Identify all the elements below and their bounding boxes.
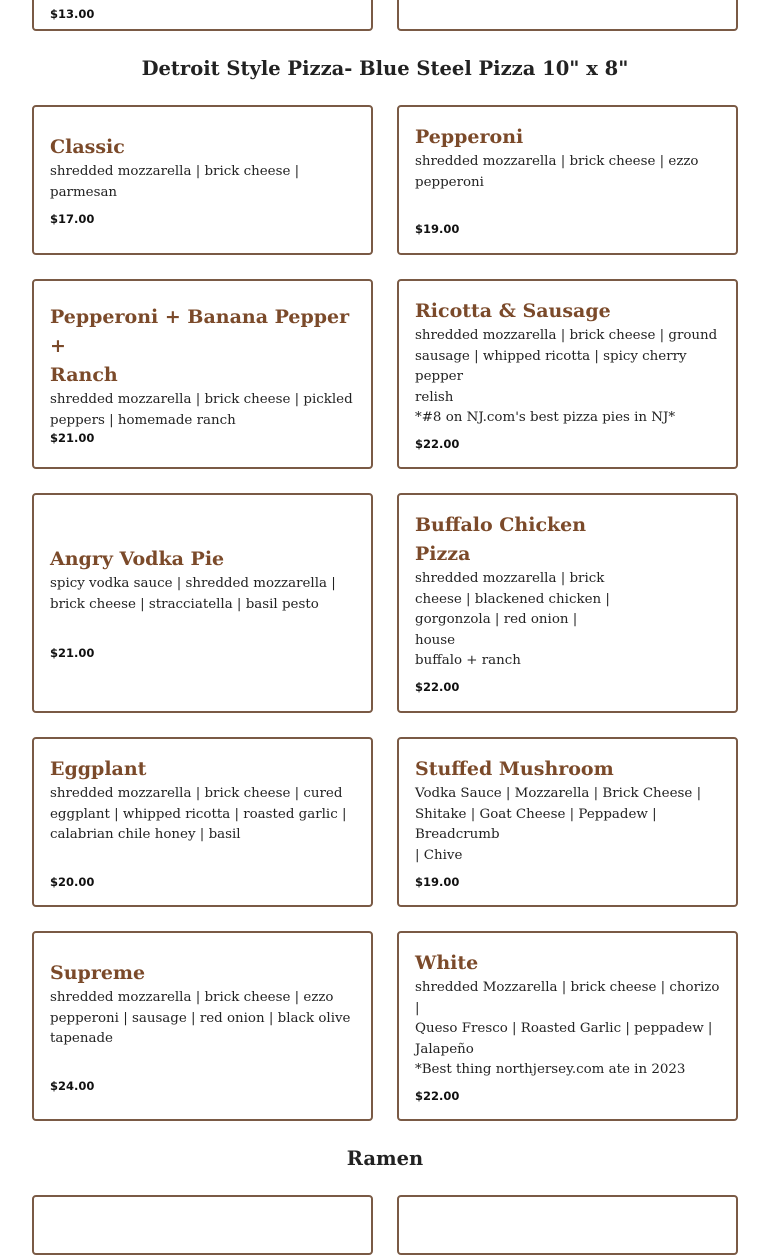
- menu-item-card-eggplant[interactable]: [32, 737, 373, 907]
- menu-item-card-buffalo-chicken[interactable]: [397, 493, 738, 713]
- item-description: shredded mozzarella | brick cheese | parmesan: [50, 164, 300, 200]
- item-name: Supreme: [50, 962, 146, 984]
- menu-item-card-partial-bottom-left[interactable]: [32, 1195, 373, 1255]
- item-name: Stuffed Mushroom: [415, 758, 614, 780]
- menu-item-card-ricotta-sausage[interactable]: [397, 279, 738, 469]
- item-name: White: [415, 952, 479, 974]
- item-price: $24.00: [50, 1079, 95, 1093]
- item-name: Pepperoni: [415, 126, 524, 148]
- item-price: $17.00: [50, 212, 95, 226]
- item-name: Ricotta & Sausage: [415, 300, 611, 322]
- item-description: shredded mozzarella | brick cheese | blackened chicken | gorgonzola | red onion | house buffalo + ranch: [415, 571, 610, 668]
- item-description: shredded mozzarella | brick cheese | cured eggplant | whipped ricotta | roasted garlic | calabrian chile honey | basil: [50, 786, 347, 842]
- menu-item-card-angry-vodka[interactable]: [32, 493, 373, 713]
- item-price: $22.00: [415, 1089, 460, 1103]
- menu-item-card-pepperoni-banana-ranch[interactable]: [32, 279, 373, 469]
- item-name: Buffalo Chicken Pizza: [415, 514, 587, 565]
- item-name: Eggplant: [50, 758, 147, 780]
- item-description: shredded mozzarella | brick cheese | ezzo pepperoni | sausage | red onion | black olive tapenade: [50, 990, 351, 1046]
- menu-item-card-classic[interactable]: [32, 105, 373, 255]
- item-price: $13.00: [50, 7, 95, 21]
- menu-item-card-pepperoni[interactable]: [397, 105, 738, 255]
- section-title-ramen: Ramen: [346, 1147, 424, 1170]
- item-description: Vodka Sauce | Mozzarella | Brick Cheese | Shitake | Goat Cheese | Peppadew | Breadcrumb | Chive: [415, 786, 702, 863]
- menu-item-card-partial-bottom-right[interactable]: [397, 1195, 738, 1255]
- item-description: spicy vodka sauce | shredded mozzarella | brick cheese | stracciatella | basil pesto: [50, 576, 336, 612]
- item-price: $21.00: [50, 431, 95, 445]
- item-description: shredded mozzarella | brick cheese | ground sausage | whipped ricotta | spicy cherry pepper relish *#8 on NJ.com's best pizza pies in NJ*: [415, 328, 718, 425]
- menu-item-card-supreme[interactable]: [32, 931, 373, 1121]
- item-name: Classic: [50, 136, 125, 158]
- item-description: shredded mozzarella | brick cheese | pickled peppers | homemade ranch: [50, 392, 353, 428]
- menu-item-card-partial-left[interactable]: [32, 0, 373, 31]
- item-price: $19.00: [415, 222, 460, 236]
- menu-item-card-partial-right[interactable]: [397, 0, 738, 31]
- item-price: $21.00: [50, 646, 95, 660]
- item-price: $19.00: [415, 875, 460, 889]
- menu-item-card-stuffed-mushroom[interactable]: [397, 737, 738, 907]
- item-name: Angry Vodka Pie: [50, 548, 225, 570]
- item-name: Pepperoni + Banana Pepper + Ranch: [50, 306, 350, 386]
- section-title-detroit: Detroit Style Pizza- Blue Steel Pizza 10" x 8": [141, 57, 629, 80]
- item-price: $20.00: [50, 875, 95, 889]
- item-price: $22.00: [415, 680, 460, 694]
- menu-item-card-white[interactable]: [397, 931, 738, 1121]
- item-price: $22.00: [415, 437, 460, 451]
- item-description: shredded Mozzarella | brick cheese | chorizo | Queso Fresco | Roasted Garlic | peppadew | Jalapeño *Best thing northjersey.com ate in 2023: [415, 980, 720, 1077]
- item-description: shredded mozzarella | brick cheese | ezzo pepperoni: [415, 154, 699, 190]
